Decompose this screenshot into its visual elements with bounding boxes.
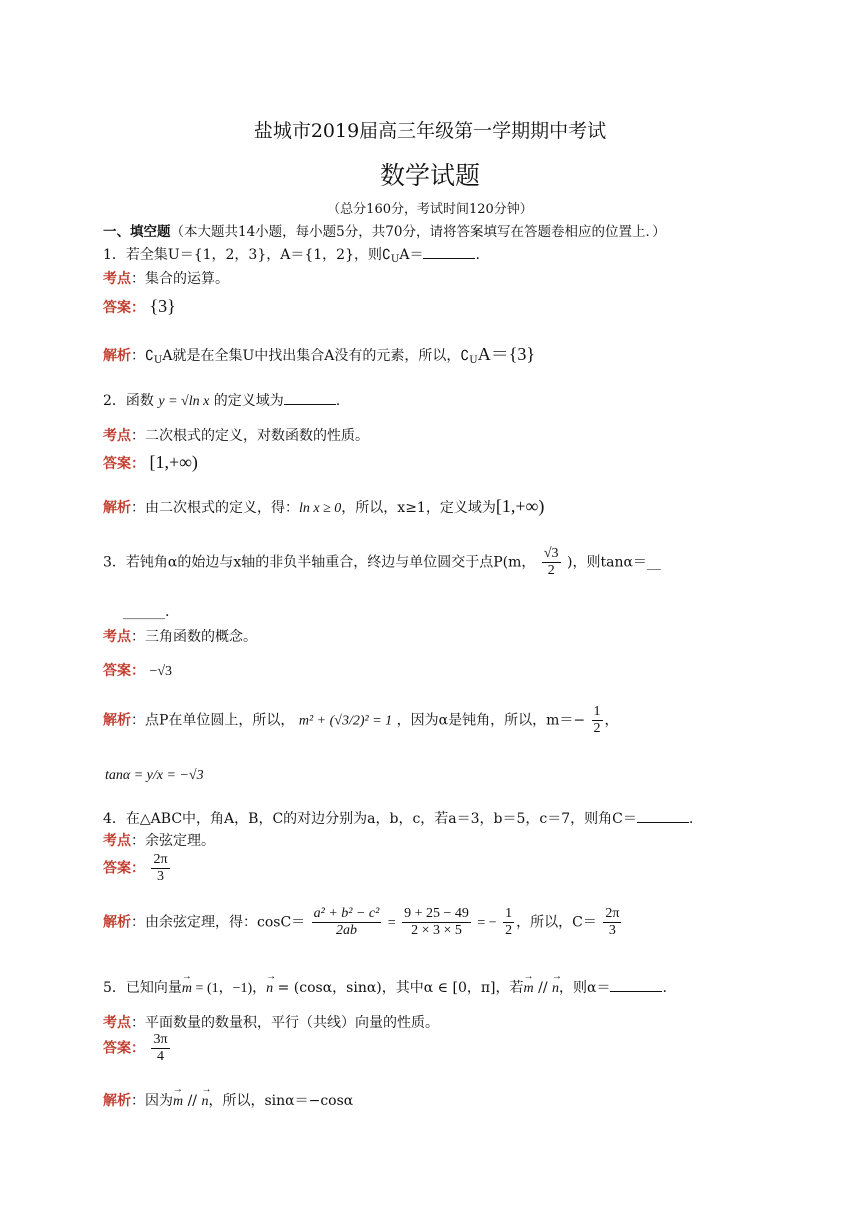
q4-f1-num: a² + b² − c² xyxy=(313,906,380,921)
q3-frac-num: √3 xyxy=(543,546,559,561)
q5-text-c: = (cosα，sinα)，其中α ∈ [0，π]，若 xyxy=(273,980,524,996)
analysis-label: 解析 xyxy=(103,1093,131,1109)
q2-analysis-ineq: ln x ≥ 0 xyxy=(299,501,342,516)
q2-text-b: 的定义域为 xyxy=(213,393,284,409)
answer-label: 答案 xyxy=(103,1040,131,1057)
q2-analysis-b: ，所以，x≥1，定义域为 xyxy=(341,500,496,516)
q1-analysis-a: ：∁ xyxy=(131,348,154,364)
q2-formula: y = √ln x xyxy=(158,394,210,409)
q4-answer-den: 3 xyxy=(151,868,169,885)
q4-f3-den: 2 xyxy=(505,923,513,938)
question-1 xyxy=(103,244,480,265)
answer-blank xyxy=(284,392,336,405)
q3-text-a: 3．若钝角α的始边与x轴的非负半轴重合，终边与单位圆交于点P(m， xyxy=(103,554,536,571)
q5-analysis-a: ：因为 xyxy=(131,1093,173,1109)
analysis-label: 解析 xyxy=(103,348,131,364)
q4-blank-tail: . xyxy=(688,811,694,827)
q2-analysis-a: ：由二次根式的定义，得： xyxy=(131,500,299,516)
q4-answer-fraction xyxy=(151,852,169,885)
q3-answer-value: −√3 xyxy=(149,664,173,679)
q1-sub-u: U xyxy=(390,254,400,265)
q4-f4-num: 2π xyxy=(605,906,620,921)
q3-analysis-c: ， xyxy=(604,712,619,729)
q1-analysis-sub: U xyxy=(153,355,163,366)
q5-answer-num: 3π xyxy=(153,1032,168,1047)
q5-answer: 答案： $\frac{3\pi}{4}$ xyxy=(103,1032,168,1064)
answer-label: 答案 xyxy=(103,300,131,316)
answer-label: 答案 xyxy=(103,456,131,472)
question-2 xyxy=(103,390,340,410)
q5-text-a: 5．已知向量 xyxy=(103,980,182,996)
answer-label: 答案 xyxy=(103,663,131,679)
q4-fraction-2 xyxy=(402,906,471,939)
q1-point-text: ：集合的运算。 xyxy=(131,271,229,287)
q3-analysis-b: ，因为α是钝角，所以，m＝− xyxy=(396,712,586,729)
q4-fraction-1 xyxy=(312,906,382,939)
answer-blank xyxy=(423,246,475,259)
exam-meta: （总分160分，考试时间120分钟） xyxy=(327,202,533,217)
section-instructions: （本大题共14小题，每小题5分，共70分，请将答案填写在答题卷相应的位置上．） xyxy=(170,224,666,240)
q4-fraction-3 xyxy=(503,906,514,939)
q4-analysis-a: ：由余弦定理，得：cosC＝ xyxy=(131,914,306,931)
point-label: 考点 xyxy=(103,1015,131,1031)
q3-analysis-eq: m² + (√3/2)² = 1 xyxy=(298,713,393,729)
q1-answer: 答案： {3} xyxy=(103,296,176,316)
q3-analysis xyxy=(103,704,619,737)
q5-answer-den: 4 xyxy=(151,1048,169,1065)
q5-analysis-vector-m: → m xyxy=(173,1094,183,1110)
answer-label: 答案 xyxy=(103,860,131,877)
analysis-label: 解析 xyxy=(103,712,131,729)
q4-f2-num: 9 + 25 − 49 xyxy=(404,906,469,921)
q1-analysis xyxy=(103,340,535,366)
q1-text-a: 1．若全集U＝{1，2，3}，A＝{1，2}，则∁ xyxy=(103,247,391,263)
q1-blank-tail: . xyxy=(475,247,480,263)
q5-analysis-b: // xyxy=(183,1093,202,1109)
q3-analysis-frac-den: 2 xyxy=(593,721,601,736)
q2-answer: 答案： [1,+∞) xyxy=(103,452,198,472)
q2-point-text: ：二次根式的定义，对数函数的性质。 xyxy=(131,428,369,444)
q5-answer-fraction xyxy=(151,1032,169,1065)
q5-vector-n: → n xyxy=(266,981,273,997)
q5-text-b: = (1，−1)， xyxy=(192,981,267,996)
q1-point xyxy=(103,268,229,288)
q4-f2-den: 2 × 3 × 5 xyxy=(402,922,471,939)
q3-fraction xyxy=(542,546,561,579)
q3-analysis-frac-num: 1 xyxy=(593,704,601,719)
q2-answer-value: [1,+∞) xyxy=(149,452,198,472)
point-label: 考点 xyxy=(103,629,131,645)
subject-title: 数学试题 xyxy=(379,161,480,190)
q4-answer-num: 2π xyxy=(153,852,168,867)
q5-analysis-vector-n: → n xyxy=(201,1094,208,1110)
q5-analysis-c: ，所以，sinα＝−cosα xyxy=(208,1093,354,1109)
q3-tan-line: tanα = y/x = −√3 xyxy=(105,768,204,783)
q4-answer: 答案： $\frac{2\pi}{3}$ xyxy=(103,852,168,884)
q5-vector-n2: → n xyxy=(552,981,559,997)
question-3 xyxy=(103,546,661,579)
q3-point-text: ：三角函数的概念。 xyxy=(131,629,257,645)
q5-analysis xyxy=(103,1090,353,1110)
answer-blank xyxy=(610,979,662,992)
q4-f4-den: 3 xyxy=(603,922,621,939)
q4-eq-neg: = − xyxy=(477,915,497,931)
point-label: 考点 xyxy=(103,271,131,287)
q4-f1-den: 2ab xyxy=(312,922,382,939)
q4-fraction-4 xyxy=(603,906,621,939)
q5-text-e: ，则α＝ xyxy=(559,980,611,996)
q5-vector-m2: → m xyxy=(524,981,534,997)
q3-point xyxy=(103,626,257,646)
section-label: 一、填空题 xyxy=(103,224,171,240)
q5-blank-tail: . xyxy=(662,980,667,996)
point-label: 考点 xyxy=(103,428,131,444)
q5-point-text: ：平面数量的数量积，平行（共线）向量的性质。 xyxy=(131,1015,439,1031)
exam-title: 盐城市2019届高三年级第一学期期中考试 xyxy=(253,120,607,142)
q5-vector-m: → m xyxy=(182,981,192,997)
section-heading xyxy=(103,220,666,240)
q4-analysis-b: ，所以，C＝ xyxy=(516,914,597,931)
q4-text: 4．在△ABC中，角A，B，C的对边分别为a，b，c，若a＝3，b＝5，c＝7，则角C＝ xyxy=(103,811,637,827)
q4-f3-num: 1 xyxy=(505,906,513,921)
q2-blank-tail: . xyxy=(335,393,341,409)
q1-text-b: A＝ xyxy=(399,247,424,263)
question-5 xyxy=(103,977,667,997)
q1-answer-value: {3} xyxy=(149,296,176,316)
q2-analysis-c: [1,+∞) xyxy=(495,496,545,516)
q4-point xyxy=(103,830,215,850)
q2-text-a: 2．函数 xyxy=(103,393,154,409)
q3-answer: 答案： −√3 xyxy=(103,663,173,679)
q5-point xyxy=(103,1012,439,1032)
q5-text-d: // xyxy=(533,980,552,996)
answer-blank xyxy=(637,810,689,823)
q3-blank-line: ______. xyxy=(123,604,170,620)
q4-point-text: ：余弦定理。 xyxy=(131,833,215,849)
analysis-label: 解析 xyxy=(103,914,131,931)
q3-analysis-a: ：点P在单位圆上，所以， xyxy=(131,712,295,729)
analysis-label: 解析 xyxy=(103,500,131,516)
q1-analysis-c: A＝{3} xyxy=(477,344,536,364)
q3-analysis-fraction xyxy=(592,704,603,737)
q1-analysis-sub2: U xyxy=(469,355,478,366)
q2-analysis xyxy=(103,496,544,517)
q4-analysis: 解析：由余弦定理，得：cosC＝ $\frac{\text{a² + b² − c²}}{2ab}$ = $\frac{9 + 25 - 49}{2 \times 3 \times 5}$ = − $\frac{1}{2}$ ，所以，C＝ $\frac{2\pi}{3}$ xyxy=(103,906,620,938)
q3-frac-den: 2 xyxy=(542,562,561,579)
q2-point xyxy=(103,425,369,445)
q3-text-b: )，则tanα＝__ xyxy=(567,554,661,571)
point-label: 考点 xyxy=(103,833,131,849)
q1-analysis-b: A就是在全集U中找出集合A没有的元素，所以，∁ xyxy=(162,348,470,364)
question-4 xyxy=(103,808,693,828)
